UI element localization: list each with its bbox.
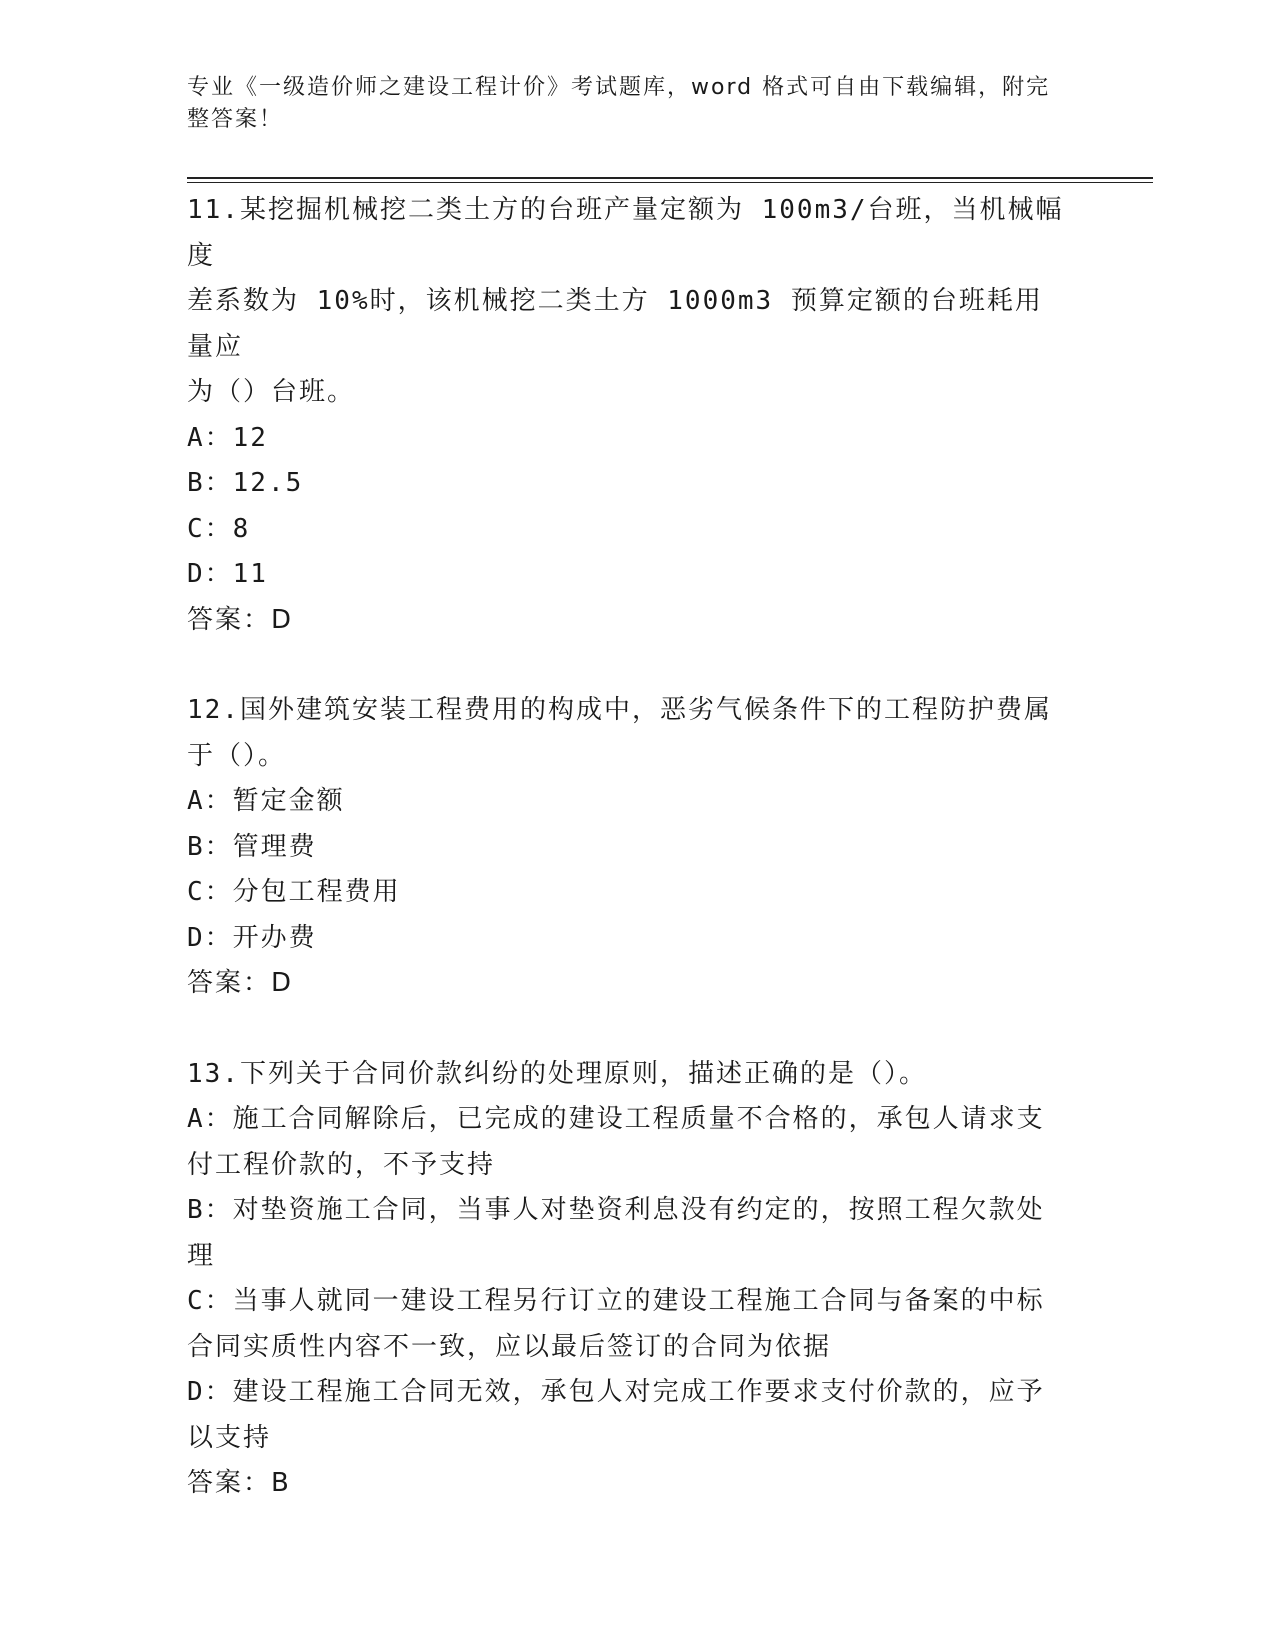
- option-d: D：11: [187, 559, 268, 589]
- question-list: [187, 188, 1067, 1507]
- option-d: D：建设工程施工合同无效，承包人对完成工作要求支付价款的，应予: [187, 1377, 1045, 1407]
- header-divider-thick: [187, 177, 1153, 179]
- option-a: A：暂定金额: [187, 786, 345, 816]
- answer-line: 答案：D: [187, 604, 294, 635]
- question-11: [187, 188, 1067, 643]
- option-c: C：当事人就同一建设工程另行订立的建设工程施工合同与备案的中标: [187, 1286, 1045, 1316]
- answer-line: 答案：B: [187, 1468, 291, 1498]
- question-spacer: [187, 643, 1067, 688]
- option-c: C：分包工程费用: [187, 877, 401, 907]
- option-c: C：8: [187, 513, 251, 544]
- option-a: A：施工合同解除后，已完成的建设工程质量不合格的，承包人请求支: [187, 1104, 1045, 1134]
- option-d-continued: 以支持: [187, 1422, 272, 1453]
- question-text-line: 11.某挖掘机械挖二类土方的台班产量定额为 100m3/台班，当机械幅度: [187, 195, 1064, 271]
- answer-line: 答案：D: [187, 968, 294, 998]
- option-b: B：12.5: [187, 468, 304, 498]
- question-12: [187, 688, 1067, 1007]
- option-b: B：对垫资施工合同，当事人对垫资利息没有约定的，按照工程欠款处: [187, 1195, 1045, 1225]
- question-13: [187, 1052, 1067, 1507]
- question-text-line: 12.国外建筑安装工程费用的构成中，恶劣气候条件下的工程防护费属: [187, 695, 1052, 725]
- option-a-continued: 付工程价款的，不予支持: [187, 1149, 496, 1180]
- option-a: A：12: [187, 422, 268, 453]
- option-b: B：管理费: [187, 831, 317, 862]
- header-line-1: 专业《一级造价师之建设工程计价》考试题库，word 格式可自由下载编辑，附完: [187, 75, 1051, 100]
- question-spacer: [187, 1007, 1067, 1052]
- document-header: [187, 72, 1067, 136]
- question-text-line: 差系数为 10%时，该机械挖二类土方 1000m3 预算定额的台班耗用量应: [187, 286, 1043, 362]
- option-d: D：开办费: [187, 922, 317, 953]
- question-text-line: 于（）。: [187, 740, 287, 771]
- header-line-2: 整答案！: [187, 107, 284, 132]
- header-divider-thin: [187, 182, 1153, 183]
- option-b-continued: 理: [187, 1240, 216, 1271]
- question-text-line: 13.下列关于合同价款纠纷的处理原则，描述正确的是（）。: [187, 1058, 927, 1089]
- option-c-continued: 合同实质性内容不一致，应以最后签订的合同为依据: [187, 1331, 832, 1362]
- question-text-line: 为（）台班。: [187, 377, 356, 407]
